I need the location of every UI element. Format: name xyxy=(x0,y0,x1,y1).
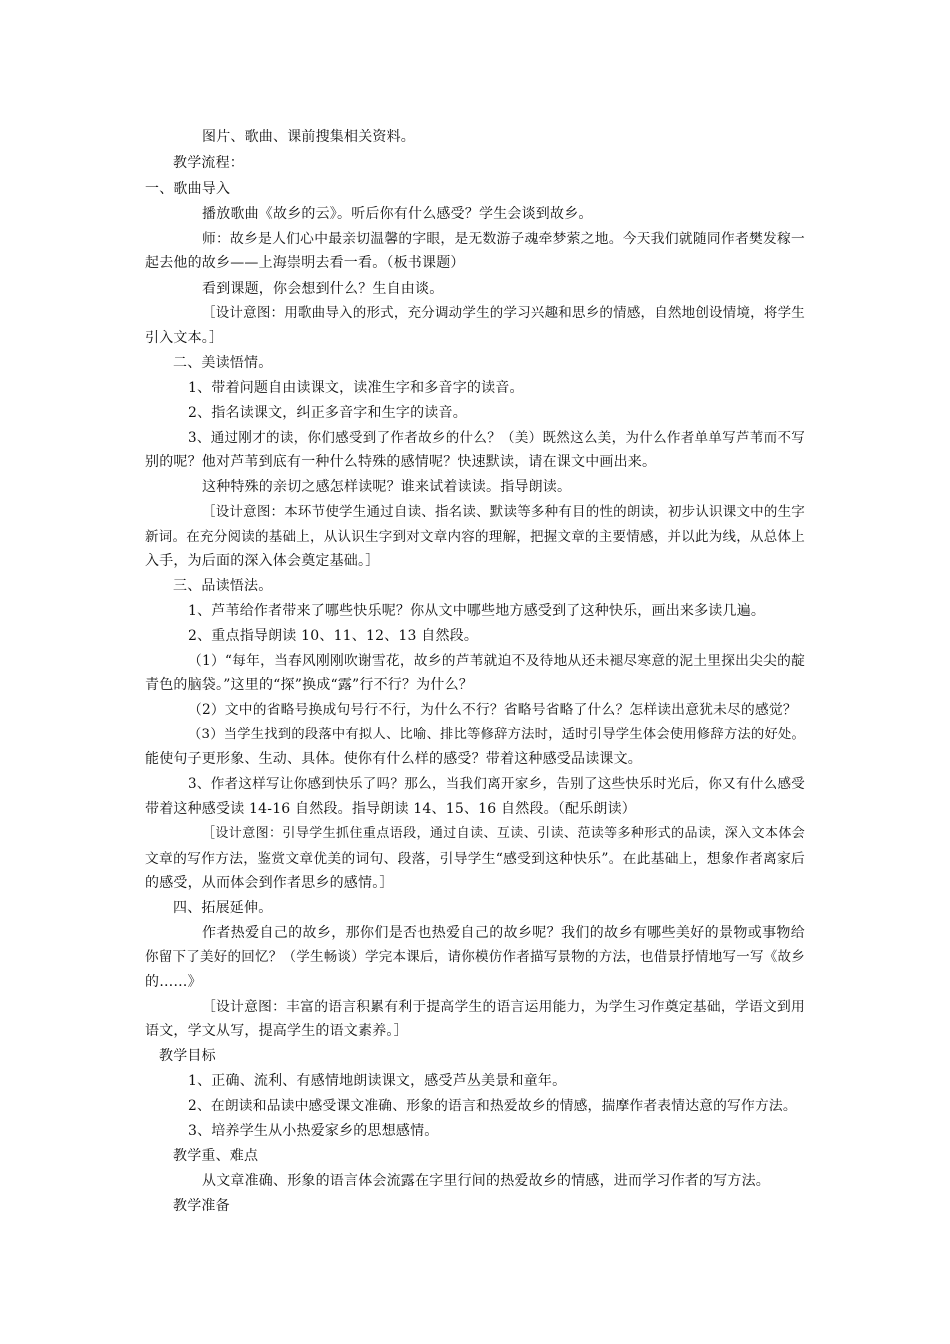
text-line: 1、带着问题自由读课文，读准生字和多音字的读音。 xyxy=(188,380,524,396)
text-line: 青色的脑袋。”这里的“探”换成“露”行不行？为什么？ xyxy=(145,677,473,693)
text-line: 引入文本。］ xyxy=(145,330,224,346)
text-line: 能使句子更形象、生动、具体。使你有什么样的感受？带着这种感受品读课文。 xyxy=(145,751,642,767)
text-line: 1、正确、流利、有感情地朗读课文，感受芦丛美景和童年。 xyxy=(188,1073,567,1089)
section-heading: 教学重、难点 xyxy=(173,1148,259,1164)
text-line: 起去他的故乡——上海崇明去看一看。（板书课题） xyxy=(145,255,465,271)
text-line: 播放歌曲《故乡的云》。听后你有什么感受？学生会谈到故乡。 xyxy=(202,206,593,222)
text-line: （1）“每年，当春风刚刚吹谢雪花，故乡的芦苇就迫不及待地从还未褪尽寒意的泥土里探出尖尖的靛 xyxy=(188,653,805,669)
text-line: 教学流程： xyxy=(173,155,244,171)
section-heading: 一、歌曲导入 xyxy=(145,181,231,197)
text-line: 图片、歌曲、课前搜集相关资料。 xyxy=(202,129,415,145)
text-line: 文章的写作方法，鉴赏文章优美的词句、段落，引导学生“感受到这种快乐”。在此基础上，想象作者离家后 xyxy=(145,851,805,867)
text-line: 看到课题，你会想到什么？生自由谈。 xyxy=(202,281,444,297)
text-line: 从文章准确、形象的语言体会流露在字里行间的热爱故乡的情感，进而学习作者的写方法。 xyxy=(202,1173,770,1189)
text-line: 入手，为后面的深入体会奠定基础。］ xyxy=(145,553,380,569)
text-line: 师：故乡是人们心中最亲切温馨的字眼，是无数游子魂牵梦萦之地。今天我们就随同作者樊发稼一 xyxy=(202,231,805,247)
text-line: 这种特殊的亲切之感怎样读呢？谁来试着读读。指导朗读。 xyxy=(202,479,572,495)
text-line: 3、通过刚才的读，你们感受到了作者故乡的什么？（美）既然这么美，为什么作者单单写芦苇而不写 xyxy=(188,430,805,446)
text-line: 2、重点指导朗读 10、11、12、13 自然段。 xyxy=(188,628,479,644)
text-line: 3、培养学生从小热爱家乡的思想感情。 xyxy=(188,1123,439,1139)
text-line: 的……》 xyxy=(145,974,202,990)
text-line: ［设计意图：本环节使学生通过自读、指名读、默读等多种有目的性的朗读，初步认识课文中的生字 xyxy=(202,504,805,520)
section-heading: 四、拓展延伸。 xyxy=(173,900,273,916)
text-line: 1、芦苇给作者带来了哪些快乐呢？你从文中哪些地方感受到了这种快乐，画出来多读几遍。 xyxy=(188,603,766,619)
text-line: ［设计意图：引导学生抓住重点语段，通过自读、互读、引读、范读等多种形式的品读，深入文本体会 xyxy=(202,826,805,841)
text-line: 的感受，从而体会到作者思乡的感情。］ xyxy=(145,875,394,891)
text-line: 2、指名读课文，纠正多音字和生字的读音。 xyxy=(188,405,467,421)
section-heading: 教学目标 xyxy=(159,1048,216,1064)
section-heading: 教学准备 xyxy=(173,1198,230,1214)
text-line: 3、作者这样写让你感到快乐了吗？那么，当我们离开家乡，告别了这些快乐时光后，你又有什么感受 xyxy=(188,776,805,792)
text-line: （3）当学生找到的段落中有拟人、比喻、排比等修辞方法时，适时引导学生体会使用修辞方法的好处。 xyxy=(188,727,805,742)
text-line: ［设计意图：丰富的语言积累有利于提高学生的语言运用能力，为学生习作奠定基础，学语文到用 xyxy=(202,999,805,1015)
text-line: 别的呢？他对芦苇到底有一种什么特殊的感情呢？快速默读，请在课文中画出来。 xyxy=(145,454,657,470)
text-line: 作者热爱自己的故乡，那你们是否也热爱自己的故乡呢？我们的故乡有哪些美好的景物或事物给 xyxy=(202,925,805,941)
text-line: （2）文中的省略号换成句号行不行，为什么不行？省略号省略了什么？怎样读出意犹未尽的感觉？ xyxy=(188,702,797,718)
section-heading: 二、美读悟情。 xyxy=(173,355,273,371)
text-line: 新词。在充分阅读的基础上，从认识生字到对文章内容的理解，把握文章的主要情感，并以此为线，从总体上 xyxy=(145,529,805,545)
text-line: 你留下了美好的回忆？（学生畅谈）学完本课后，请你模仿作者描写景物的方法，也借景抒情地写一写《故乡 xyxy=(145,949,805,965)
text-line: 2、在朗读和品读中感受课文准确、形象的语言和热爱故乡的情感，揣摩作者表情达意的写作方法。 xyxy=(188,1098,797,1114)
text-line: 带着这种感受读 14-16 自然段。指导朗读 14、15、16 自然段。（配乐朗读） xyxy=(145,801,637,817)
section-heading: 三、品读悟法。 xyxy=(173,578,273,594)
text-line: 语文，学文从写，提高学生的语文素养。］ xyxy=(145,1023,408,1039)
text-line: ［设计意图：用歌曲导入的形式，充分调动学生的学习兴趣和思乡的情感，自然地创设情境，将学生 xyxy=(202,305,805,321)
